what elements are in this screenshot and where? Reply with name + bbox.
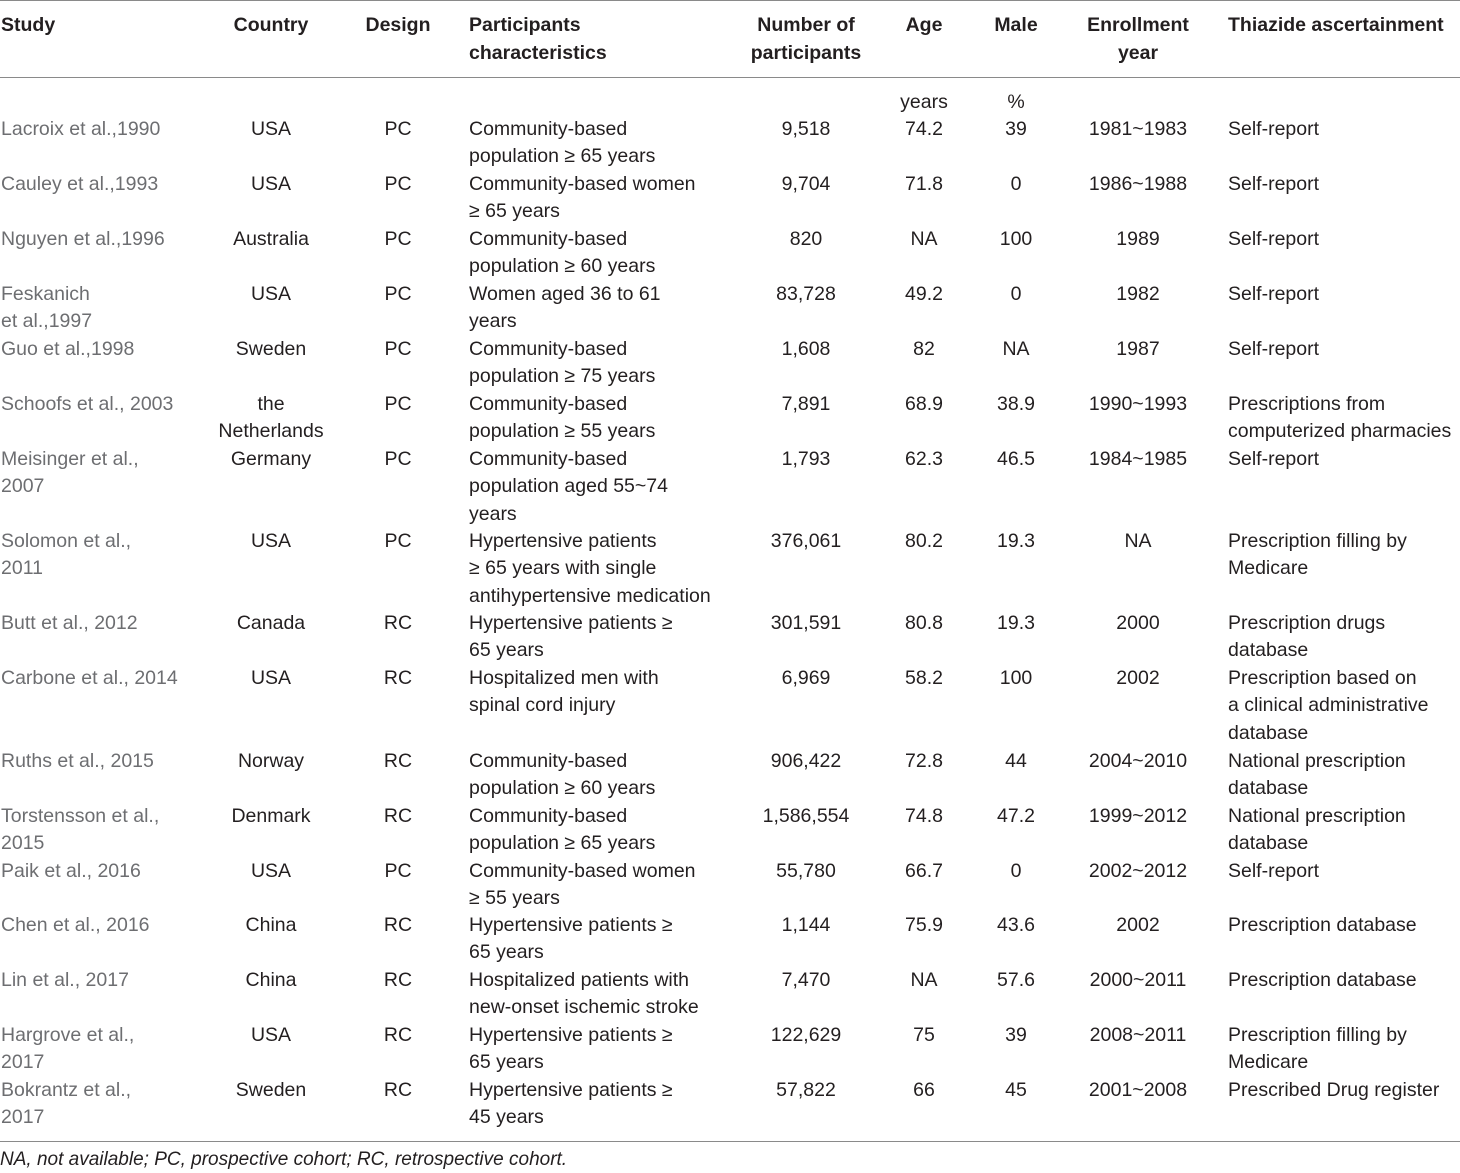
cell-study: Bokrantz et al., 2017 xyxy=(1,1079,132,1129)
cell-design: RC xyxy=(383,1024,413,1046)
cell-number: 1,793 xyxy=(781,448,831,470)
cell-age: 74.2 xyxy=(905,118,943,140)
cell-thiazide: Self-report xyxy=(1228,338,1320,360)
cell-study: Carbone et al., 2014 xyxy=(1,667,178,689)
cell-country: Norway xyxy=(237,750,305,772)
cell-country: Denmark xyxy=(231,805,311,827)
cell-thiazide: Self-report xyxy=(1228,283,1320,305)
cell-number: 57,822 xyxy=(776,1079,836,1101)
cell-male: 44 xyxy=(1005,750,1027,772)
cell-number: 9,704 xyxy=(781,173,831,195)
cell-study: Torstensson et al., 2015 xyxy=(1,805,160,855)
cell-design: RC xyxy=(383,612,413,634)
cell-male: 45 xyxy=(1005,1079,1027,1101)
cell-enrollment: 2002~2012 xyxy=(1088,860,1188,882)
cell-thiazide: Prescription database xyxy=(1228,914,1417,936)
cell-number: 1,144 xyxy=(781,914,831,936)
cell-number: 1,586,554 xyxy=(762,805,850,827)
cell-number: 7,470 xyxy=(781,969,831,991)
cell-thiazide: Self-report xyxy=(1228,860,1320,882)
cell-age: 68.9 xyxy=(905,393,943,415)
cell-study: Guo et al.,1998 xyxy=(1,338,135,360)
cell-male: 19.3 xyxy=(997,530,1035,552)
cell-design: RC xyxy=(383,969,413,991)
cell-participants: Hypertensive patients ≥ 45 years xyxy=(469,1079,673,1129)
cell-male: 0 xyxy=(1010,173,1022,195)
cell-number: 376,061 xyxy=(770,530,842,552)
cell-age: 75.9 xyxy=(905,914,943,936)
cell-male: 46.5 xyxy=(997,448,1035,470)
cell-enrollment: 1986~1988 xyxy=(1088,173,1188,195)
cell-participants: Women aged 36 to 61 years xyxy=(469,283,661,333)
cell-study: Nguyen et al.,1996 xyxy=(1,228,165,250)
cell-enrollment: 2008~2011 xyxy=(1089,1024,1187,1046)
cell-age: 66 xyxy=(913,1079,935,1101)
cell-enrollment: 2000 xyxy=(1116,612,1160,634)
cell-country: USA xyxy=(250,860,292,882)
cell-design: PC xyxy=(384,338,412,360)
cell-thiazide: National prescription database xyxy=(1228,750,1406,800)
cell-number: 9,518 xyxy=(781,118,831,140)
cell-number: 906,422 xyxy=(770,750,842,772)
cell-male: 39 xyxy=(1005,1024,1027,1046)
header-country: Country xyxy=(233,14,309,36)
cell-participants: Community-based population ≥ 55 years xyxy=(469,393,656,443)
cell-thiazide: Self-report xyxy=(1228,228,1320,250)
cell-number: 1,608 xyxy=(781,338,831,360)
table-header-rule xyxy=(0,77,1460,78)
cell-participants: Community-based women ≥ 65 years xyxy=(469,173,696,223)
cell-design: RC xyxy=(383,667,413,689)
cell-study: Meisinger et al., 2007 xyxy=(1,448,139,498)
cell-participants: Community-based population ≥ 75 years xyxy=(469,338,656,388)
cell-thiazide: Prescribed Drug register xyxy=(1228,1079,1440,1101)
header-thiazide: Thiazide ascertainment xyxy=(1228,14,1444,36)
table-bottom-rule xyxy=(0,1141,1460,1142)
cell-age: NA xyxy=(910,969,938,991)
cell-country: China xyxy=(245,914,297,936)
cell-number: 301,591 xyxy=(770,612,842,634)
cell-enrollment: 1984~1985 xyxy=(1088,448,1188,470)
cell-age: 72.8 xyxy=(905,750,943,772)
cell-study: Lin et al., 2017 xyxy=(1,969,129,991)
cell-age: 80.8 xyxy=(905,612,943,634)
cell-country: USA xyxy=(250,667,292,689)
header-design: Design xyxy=(365,14,431,36)
cell-enrollment: 2004~2010 xyxy=(1088,750,1188,772)
header-male: Male xyxy=(994,14,1038,36)
cell-country: USA xyxy=(250,118,292,140)
cell-enrollment: 1981~1983 xyxy=(1088,118,1188,140)
cell-participants: Community-based population ≥ 65 years xyxy=(469,118,656,168)
cell-study: Hargrove et al., 2017 xyxy=(1,1024,135,1074)
cell-thiazide: Prescription database xyxy=(1228,969,1417,991)
cell-male: 39 xyxy=(1005,118,1027,140)
header-enrollment: Enrollment year xyxy=(1087,14,1189,64)
cell-country: Australia xyxy=(233,228,309,250)
cell-age: NA xyxy=(910,228,938,250)
cell-enrollment: 1990~1993 xyxy=(1088,393,1188,415)
cell-number: 83,728 xyxy=(776,283,836,305)
cell-male: NA xyxy=(1002,338,1030,360)
cell-country: Germany xyxy=(230,448,312,470)
cell-participants: Community-based population aged 55~74 years xyxy=(469,448,668,525)
cell-participants: Hospitalized men with spinal cord injury xyxy=(469,667,659,717)
cell-enrollment: 1982 xyxy=(1116,283,1160,305)
cell-design: RC xyxy=(383,914,413,936)
cell-participants: Hospitalized patients with new-onset ischemic stroke xyxy=(469,969,699,1019)
cell-country: Canada xyxy=(236,612,306,634)
header-number: Number of participants xyxy=(750,14,862,64)
cell-study: Ruths et al., 2015 xyxy=(1,750,154,772)
cell-study: Butt et al., 2012 xyxy=(1,612,138,634)
table-top-rule xyxy=(0,0,1460,1)
cell-design: PC xyxy=(384,173,412,195)
cell-male: 38.9 xyxy=(997,393,1035,415)
cell-study: Solomon et al., 2011 xyxy=(1,530,132,580)
cell-number: 55,780 xyxy=(776,860,836,882)
cell-thiazide: Prescription drugs database xyxy=(1228,612,1386,662)
cell-age: 49.2 xyxy=(905,283,943,305)
cell-thiazide: Self-report xyxy=(1228,173,1320,195)
cell-design: PC xyxy=(384,393,412,415)
cell-enrollment: 1999~2012 xyxy=(1088,805,1188,827)
cell-male: 100 xyxy=(999,228,1033,250)
cell-design: PC xyxy=(384,283,412,305)
cell-design: PC xyxy=(384,118,412,140)
cell-number: 820 xyxy=(789,228,823,250)
header-age: Age xyxy=(905,14,943,36)
cell-participants: Community-based population ≥ 60 years xyxy=(469,750,656,800)
cell-male: 0 xyxy=(1010,860,1022,882)
cell-participants: Community-based women ≥ 55 years xyxy=(469,860,696,910)
cell-enrollment: NA xyxy=(1124,530,1152,552)
cell-male: 0 xyxy=(1010,283,1022,305)
header-study: Study xyxy=(1,14,56,36)
cell-male: 57.6 xyxy=(997,969,1035,991)
cell-number: 6,969 xyxy=(781,667,831,689)
cell-country: China xyxy=(245,969,297,991)
cell-age: 75 xyxy=(913,1024,935,1046)
cell-enrollment: 2002 xyxy=(1116,667,1160,689)
cell-design: RC xyxy=(383,805,413,827)
cell-enrollment: 2002 xyxy=(1116,914,1160,936)
cell-thiazide: Self-report xyxy=(1228,118,1320,140)
cell-thiazide: Prescription filling by Medicare xyxy=(1228,1024,1407,1074)
cell-age: 66.7 xyxy=(905,860,943,882)
cell-male: 43.6 xyxy=(997,914,1035,936)
cell-thiazide: Prescription based on a clinical administrative database xyxy=(1228,667,1429,744)
cell-age: 58.2 xyxy=(905,667,943,689)
cell-male: 100 xyxy=(999,667,1033,689)
cell-design: PC xyxy=(384,448,412,470)
cell-age: 71.8 xyxy=(905,173,943,195)
cell-design: RC xyxy=(383,1079,413,1101)
cell-design: RC xyxy=(383,750,413,772)
cell-study: Schoofs et al., 2003 xyxy=(1,393,174,415)
cell-thiazide: National prescription database xyxy=(1228,805,1406,855)
header-participants: Participants characteristics xyxy=(469,14,607,64)
cell-participants: Hypertensive patients ≥ 65 years xyxy=(469,1024,673,1074)
cell-age: 74.8 xyxy=(905,805,943,827)
cell-thiazide: Self-report xyxy=(1228,448,1320,470)
cell-participants: Hypertensive patients ≥ 65 years xyxy=(469,612,673,662)
unit-age: years xyxy=(900,91,948,113)
cell-enrollment: 2001~2008 xyxy=(1088,1079,1188,1101)
cell-enrollment: 1989 xyxy=(1116,228,1160,250)
cell-country: USA xyxy=(250,283,292,305)
cell-participants: Hypertensive patients ≥ 65 years xyxy=(469,914,673,964)
cell-number: 7,891 xyxy=(781,393,831,415)
cell-study: Paik et al., 2016 xyxy=(1,860,141,882)
cell-design: PC xyxy=(384,228,412,250)
cell-country: USA xyxy=(250,530,292,552)
cell-country: USA xyxy=(250,173,292,195)
cell-country: the Netherlands xyxy=(218,393,324,443)
cell-design: PC xyxy=(384,860,412,882)
cell-thiazide: Prescription filling by Medicare xyxy=(1228,530,1407,580)
cell-enrollment: 2000~2011 xyxy=(1089,969,1187,991)
cell-study: Feskanich et al.,1997 xyxy=(1,283,93,333)
cell-study: Lacroix et al.,1990 xyxy=(1,118,161,140)
cell-participants: Community-based population ≥ 65 years xyxy=(469,805,656,855)
cell-design: PC xyxy=(384,530,412,552)
table-footnote: NA, not available; PC, prospective cohort; RC, retrospective cohort. xyxy=(0,1149,568,1170)
cell-study: Cauley et al.,1993 xyxy=(1,173,159,195)
cell-participants: Hypertensive patients ≥ 65 years with single antihypertensive medication xyxy=(469,530,711,607)
cell-country: Sweden xyxy=(235,338,307,360)
cell-enrollment: 1987 xyxy=(1116,338,1160,360)
cell-country: USA xyxy=(250,1024,292,1046)
cell-male: 47.2 xyxy=(997,805,1035,827)
cell-age: 80.2 xyxy=(905,530,943,552)
cell-country: Sweden xyxy=(235,1079,307,1101)
cell-number: 122,629 xyxy=(770,1024,842,1046)
cell-age: 62.3 xyxy=(905,448,943,470)
cell-male: 19.3 xyxy=(997,612,1035,634)
cell-study: Chen et al., 2016 xyxy=(1,914,150,936)
cell-age: 82 xyxy=(913,338,935,360)
cell-thiazide: Prescriptions from computerized pharmacies xyxy=(1228,393,1452,443)
cell-participants: Community-based population ≥ 60 years xyxy=(469,228,656,278)
unit-male: % xyxy=(1007,91,1025,113)
